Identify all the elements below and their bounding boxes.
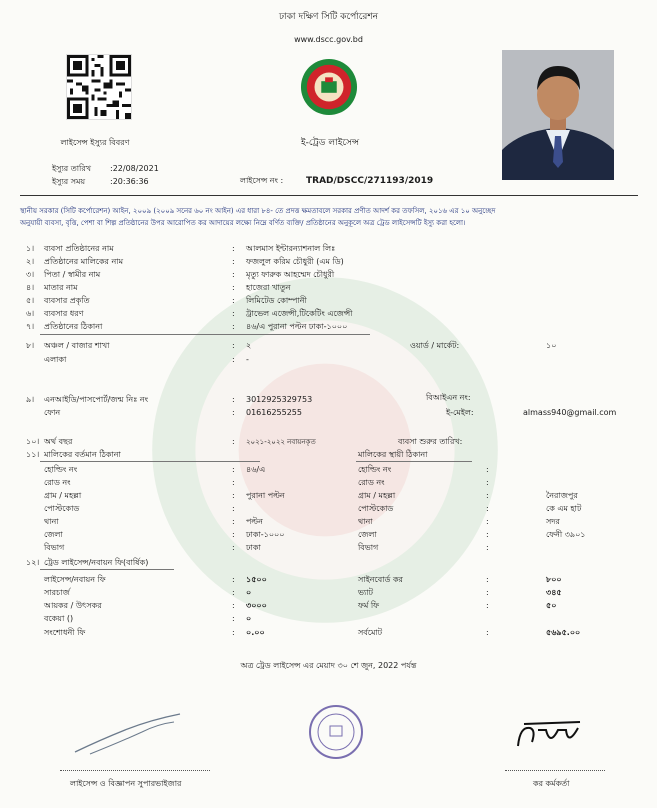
fee-value: ৩০০০ [246,601,267,610]
field-num: ৭। [26,322,35,331]
business-start-label: ব্যবসা শুরুর তারিখ: [398,437,463,446]
permanent-address-value: কে এম হাট [546,504,582,513]
fee-label-right: সর্বমোট [358,628,383,637]
zone-label: অঞ্চল / বাজার শাখা [44,341,110,350]
fee-value-right: ৮০০ [546,575,562,584]
fee-value: ১৫০০ [246,575,267,584]
address-label: গ্রাম / মহল্লা [44,491,82,500]
present-address-value: পল্টন [246,517,263,526]
address-num: ১১। [26,450,40,459]
field-value: মৃত্যু ফারুক আহম্মেদ চৌধুরী [246,270,335,279]
address-colon: : [232,530,235,539]
address-colon: : [486,530,489,539]
permanent-address-label: বিভাগ [358,543,379,552]
field-label: ব্যবসার প্রকৃতি [44,296,90,305]
fee-label: সারচার্জ [44,588,70,597]
email-label: ই-মেইল: [446,408,474,417]
address-colon: : [486,504,489,513]
org-name: ঢাকা দক্ষিণ সিটি কর্পোরেশন [278,12,379,22]
fee-value-right: ৩৪৫ [546,588,562,597]
license-no-value: TRAD/DSCC/271193/2019 [306,176,434,186]
website[interactable]: www.dscc.gov.bd [294,35,363,44]
address-colon: : [232,491,235,500]
fee-label: সংশোধনী ফি [44,628,86,637]
fiscal-num: ১০। [26,437,40,446]
address-colon: : [232,543,235,552]
permanent-address-title: মালিকের স্থায়ী ঠিকানা [358,450,428,459]
field-label: মাতার নাম [44,283,78,292]
qr-code [66,54,132,120]
present-address-value: ৪৬/এ [246,465,266,474]
fee-colon: : [232,601,235,610]
fiscal-label: অর্থ বছর [44,437,73,446]
zone-colon: : [232,341,235,350]
row-divider [40,334,370,335]
ward-label: ওয়ার্ড / মার্কেট: [410,341,460,350]
permanent-address-label: রোড নং [358,478,385,487]
e-trade-license-caption: ই-ট্রেড লাইসেন্স [300,138,360,148]
header-divider [20,195,638,196]
fee-colon: : [486,628,489,637]
owner-photo [502,50,614,180]
field-num: ১। [26,244,35,253]
fees-title: ট্রেড লাইসেন্স/নবায়ন ফি(বার্ষিক) [44,558,149,567]
supervisor-signature-icon [70,710,190,760]
area-label: এলাকা [44,355,67,364]
field-num: ৩। [26,270,35,279]
fee-value-right: ৫৬৯৫.০০ [546,628,581,637]
address-label: বিভাগ [44,543,65,552]
address-colon: : [232,504,235,513]
field-label: ব্যবসার ধরণ [44,309,84,318]
field-colon: : [232,257,235,266]
field-colon: : [232,244,235,253]
right-signature-line [505,770,605,771]
supervisor-title: লাইসেন্স ও বিজ্ঞাপন সুপারভাইজার [70,779,182,788]
field-value: ফজলুল করিম চৌধুরী (এম ডি) [246,257,344,266]
permanent-address-label: হোল্ডিং নং [358,465,392,474]
fee-label: বকেয়া () [44,614,74,623]
field-colon: : [232,270,235,279]
address-colon: : [486,478,489,487]
field-colon: : [232,283,235,292]
tax-officer-signature-icon [510,716,590,756]
issue-details-caption: লাইসেন্স ইস্যুর বিবরণ [60,138,130,147]
email-value: almass940@gmail.com [523,408,617,417]
address-colon: : [486,543,489,552]
fee-label-right: সাইনবোর্ড কর [358,575,403,584]
field-value: আলমাস ইন্টারন্যাশনাল লিঃ [246,244,336,253]
fiscal-value: ২০২১-২০২২ নবায়নকৃত [246,438,316,446]
address-label: রোড নং [44,478,71,487]
issue-time-label: ইস্যুর সময় [52,177,86,186]
fee-value: ০ [246,614,252,623]
tax-officer-title: কর কর্মকর্তা [533,779,570,788]
field-label: পিতা / স্বামীর নাম [44,270,101,279]
fee-colon: : [486,601,489,610]
field-value: ৪৬/এ পুরানা পল্টন ঢাকা-১০০০ [246,322,348,331]
present-address-value: ঢাকা-১০০০ [246,530,285,539]
address-label: থানা [44,517,59,526]
zone-value: ২ [246,341,252,350]
area-value: - [246,355,249,364]
field-colon: : [232,296,235,305]
nid-value: 3012925329753 [246,395,313,404]
address-label: পোস্টকোড [44,504,80,513]
fee-label: আয়কর / উৎসকর [44,601,102,610]
fee-label: লাইসেন্স/নবায়ন ফি [44,575,106,584]
fee-label-right: ফর্ম ফি [358,601,379,610]
qr-code-icon [67,55,131,119]
fee-label-right: ভ্যাট [358,588,373,597]
address-colon: : [486,491,489,500]
fee-colon: : [232,575,235,584]
permanent-address-label: পোস্টকোড [358,504,394,513]
field-value: হাজেরা খাতুন [246,283,291,292]
row-divider [40,461,260,462]
fee-value-right: ৫০ [546,601,557,610]
address-label: জেলা [44,530,63,539]
bin-label: বিআইএন নং: [426,393,471,402]
permanent-address-label: জেলা [358,530,377,539]
license-no-label: লাইসেন্স নং : [240,176,284,185]
phone-value: 01616255255 [246,408,302,417]
fee-colon: : [486,575,489,584]
address-colon: : [486,465,489,474]
office-stamp-icon [308,704,364,760]
issue-date-value: :22/08/2021 [110,164,159,173]
intro-text-line-1: স্থানীয় সরকার (সিটি কর্পোরেশন) আইন, ২০০৯ (২০০৯ সনের ৬০ নং আইন) এর ধারা ৮৪- তে প্রদত্ত ক্ষমতাবলে সরকার প্রণীত আদর্শ কর তফসিল, ২০১৬ এর ১০ অনুচ্ছেদ [20,207,496,215]
issue-time-value: :20:36:36 [110,177,149,186]
fee-value: ০ [246,588,252,597]
row-divider [40,569,174,570]
permanent-address-value: ফেনী ৩৯০১ [546,530,586,539]
field-label: প্রতিষ্ঠানের ঠিকানা [44,322,103,331]
field-num: ৫। [26,296,35,305]
fee-value: ০.০০ [246,628,265,637]
nid-num: ৯। [26,395,35,404]
fee-colon: : [232,588,235,597]
zone-num: ৮। [26,341,35,350]
fee-colon: : [232,628,235,637]
row-divider [356,461,472,462]
address-colon: : [486,517,489,526]
nid-label: এনআইডি/পাসপোর্ট/জন্ম নিঃ নং [44,395,149,404]
issue-date-label: ইস্যুর তারিখ [52,164,91,173]
field-num: ২। [26,257,35,266]
present-address-title: মালিকের বর্তমান ঠিকানা [44,450,121,459]
field-num: ৪। [26,283,35,292]
field-label: প্রতিষ্ঠানের মালিকের নাম [44,257,124,266]
nid-colon: : [232,395,235,404]
intro-text-line-2: অনুযায়ী ব্যবসা, বৃত্তি, পেশা বা শিল্প প্রতিষ্ঠানের উপর আরোপিত কর আদায়ের লক্ষ্যে নিম্নে বর্ণিত ব্যক্তি/ প্রতিষ্ঠানের অনুকূলে অত্র ট্রেড লাইসেন্সটি ইস্যু করা হলো। [20,219,466,227]
permanent-address-label: গ্রাম / মহল্লা [358,491,396,500]
fee-colon: : [486,588,489,597]
phone-colon: : [232,408,235,417]
field-colon: : [232,322,235,331]
ward-value: ১০ [546,341,557,350]
present-address-value: পুরানা পল্টন [246,491,285,500]
fiscal-colon: : [232,437,235,446]
validity-statement: অত্র ট্রেড লাইসেন্স এর মেয়াদ ৩০ শে জুন, 2022 পর্যন্ত [240,661,417,670]
field-num: ৬। [26,309,35,318]
permanent-address-value: নৈরাজপুর [546,491,578,500]
field-colon: : [232,309,235,318]
permanent-address-value: সদর [546,517,560,526]
area-colon: : [232,355,235,364]
address-colon: : [232,465,235,474]
permanent-address-label: থানা [358,517,373,526]
fees-num: ১২। [26,558,40,567]
fee-colon: : [232,614,235,623]
phone-label: ফোন [44,408,61,417]
field-label: ব্যবসা প্রতিষ্ঠানের নাম [44,244,114,253]
field-value: লিমিটেড কোম্পানী [246,296,307,305]
present-address-value: ঢাকা [246,543,261,552]
left-signature-line [60,770,210,771]
address-colon: : [232,517,235,526]
dscc-seal-icon [300,58,358,116]
address-label: হোল্ডিং নং [44,465,78,474]
field-value: ট্রাভেল এজেন্সী,টিকেটিং এজেন্সী [246,309,353,318]
address-colon: : [232,478,235,487]
